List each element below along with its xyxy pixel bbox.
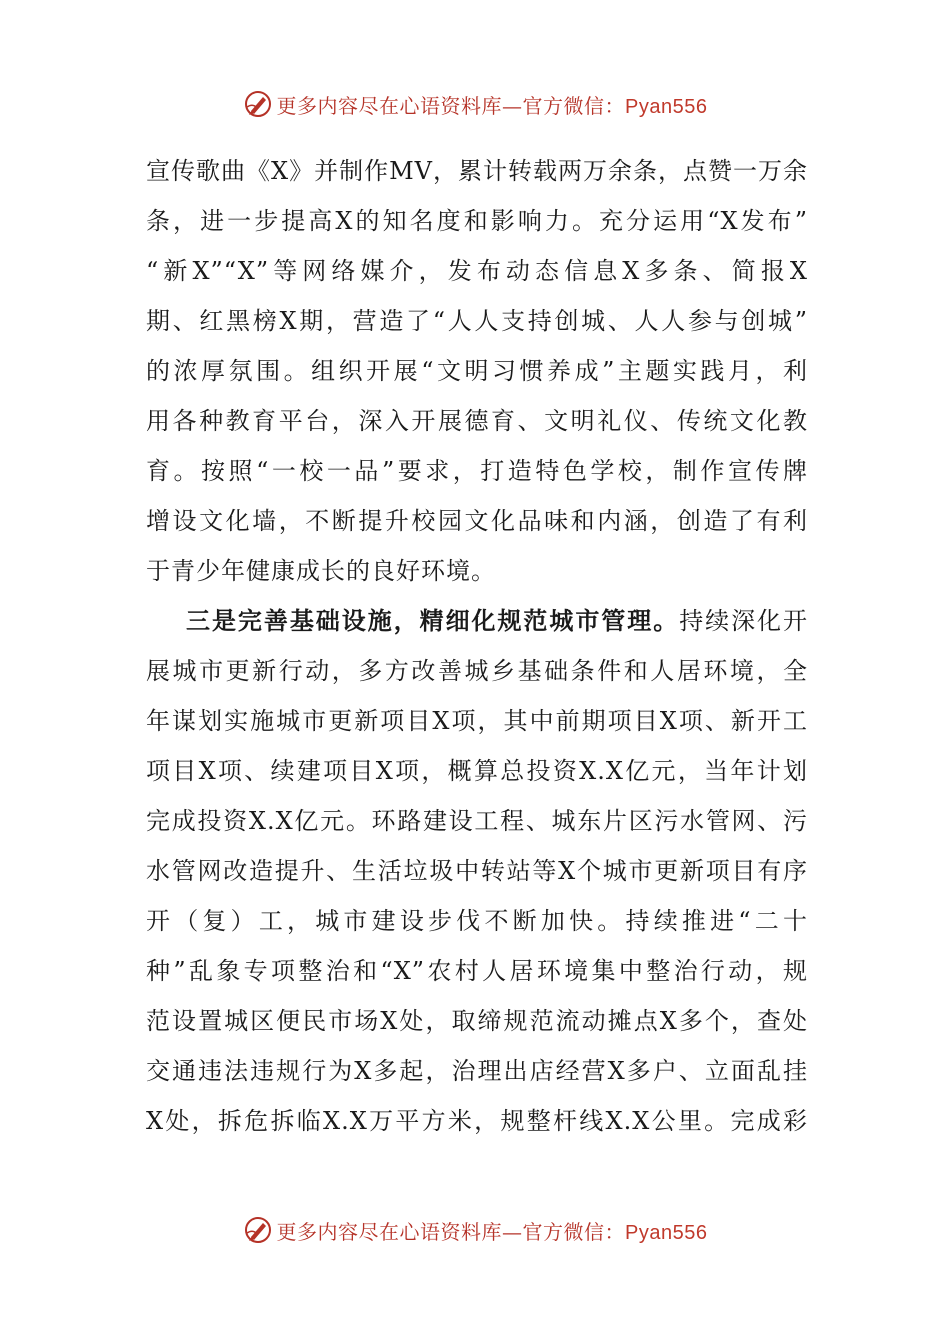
text-line: 交通违法违规行为X多起，治理出店经营X多户、立面乱挂 xyxy=(146,1057,808,1085)
wechat-label: 官方微信： xyxy=(522,1219,626,1244)
footer-banner xyxy=(0,1210,950,1250)
banner-text xyxy=(277,1216,708,1245)
text-line: 种”乱象专项整治和“X”农村人居环境集中整治行动，规 xyxy=(146,957,808,985)
banner-title: 更多内容尽在心语资料库 xyxy=(276,1219,503,1244)
text-line: 项目X项、续建项目X项，概算总投资X.X亿元，当年计划 xyxy=(146,757,808,785)
text-line: 条，进一步提高X的知名度和影响力。充分运用“X发布” xyxy=(146,207,808,235)
text-line: 完成投资X.X亿元。环路建设工程、城东片区污水管网、污 xyxy=(146,807,808,835)
document-body xyxy=(146,146,808,1146)
banner-dash: — xyxy=(502,93,523,118)
wechat-label: 官方微信： xyxy=(522,93,626,118)
header-banner xyxy=(0,84,950,124)
text-line: 年谋划实施城市更新项目X项，其中前期项目X项、新开工 xyxy=(146,707,808,735)
wechat-id: Pyan556 xyxy=(625,95,708,118)
text-line: 开（复）工，城市建设步伐不断加快。持续推进“二十 xyxy=(146,907,808,935)
banner-title: 更多内容尽在心语资料库 xyxy=(276,93,503,118)
text-line: 水管网改造提升、生活垃圾中转站等X个城市更新项目有序 xyxy=(146,857,808,885)
text-line: 期、红黑榜X期，营造了“人人支持创城、人人参与创城” xyxy=(146,307,808,335)
text-line: 的浓厚氛围。组织开展“文明习惯养成”主题实践月，利 xyxy=(146,357,808,385)
text-line: 育。按照“一校一品”要求，打造特色学校，制作宣传牌 xyxy=(146,457,808,485)
pen-nib-logo-icon xyxy=(243,89,273,119)
text-line: 展城市更新行动，多方改善城乡基础条件和人居环境，全 xyxy=(146,657,808,685)
text-line: 增设文化墙，不断提升校园文化品味和内涵，创造了有利 xyxy=(146,507,808,535)
bold-lead-sentence: 三是完善基础设施，精细化规范城市管理。 xyxy=(186,606,680,635)
banner-text xyxy=(277,90,708,119)
text-line: 于青少年健康成长的良好环境。 xyxy=(146,557,496,585)
text-line: 范设置城区便民市场X处，取缔规范流动摊点X多个，查处 xyxy=(146,1007,808,1035)
banner-dash: — xyxy=(502,1219,523,1244)
pen-nib-logo-icon xyxy=(243,1215,273,1245)
wechat-id: Pyan556 xyxy=(625,1221,708,1244)
text-line: X处，拆危拆临X.X万平方米，规整杆线X.X公里。完成彩 xyxy=(146,1107,808,1135)
text-line: 用各种教育平台，深入开展德育、文明礼仪、传统文化教 xyxy=(146,407,808,435)
paragraph-lead-line xyxy=(146,596,808,646)
lead-line-rest: 持续深化开 xyxy=(679,607,808,635)
text-line: “新X”“X”等网络媒介，发布动态信息X多条、简报X xyxy=(146,257,808,285)
text-line: 宣传歌曲《X》并制作MV，累计转载两万余条，点赞一万余 xyxy=(146,157,808,185)
